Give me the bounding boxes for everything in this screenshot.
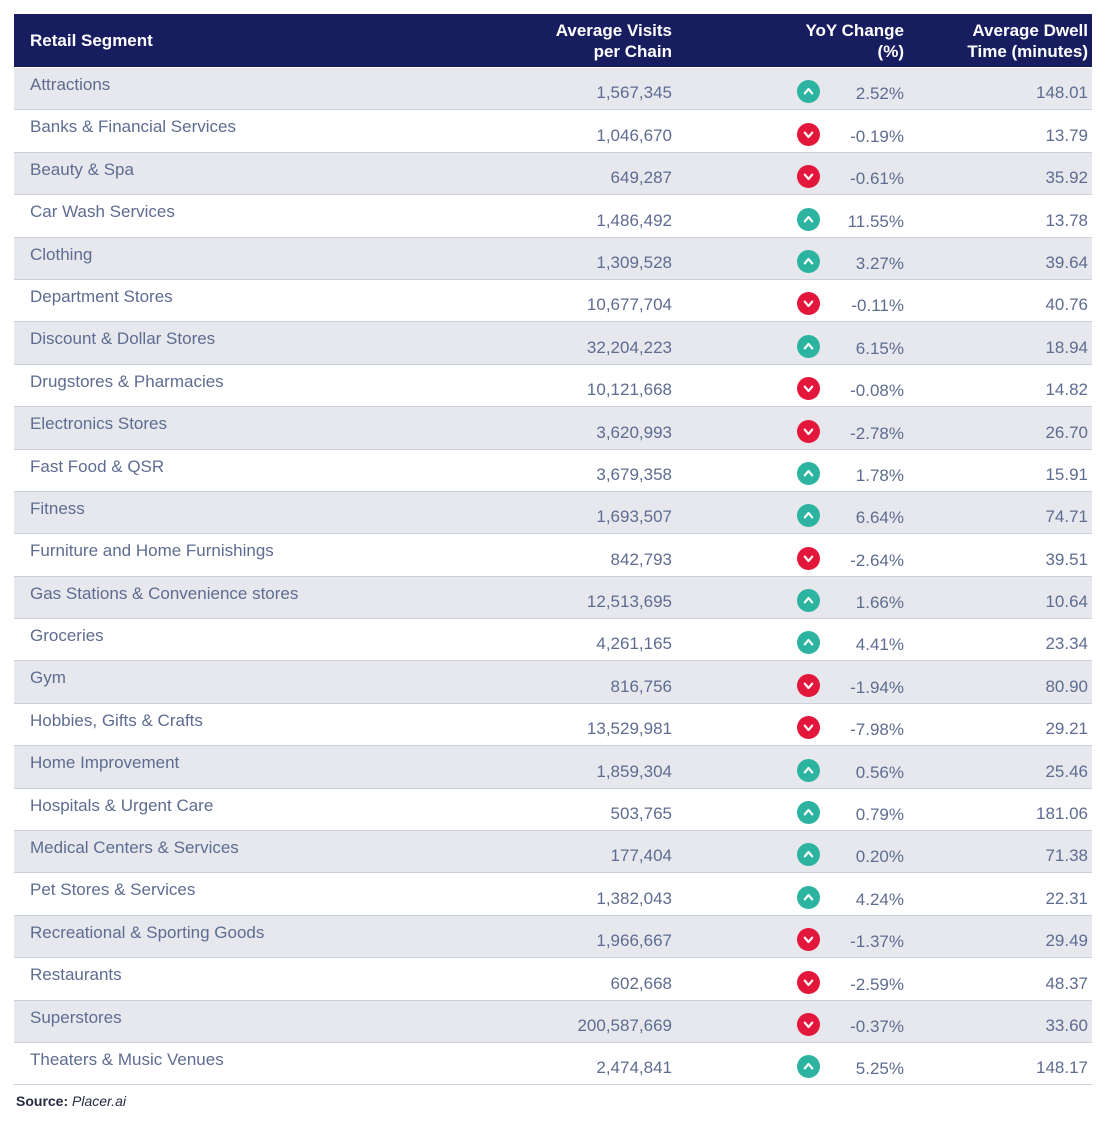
segment-name: Discount & Dollar Stores (30, 329, 216, 349)
yoy-value: 1.66% (855, 593, 904, 613)
visits-value: 1,567,345 (596, 83, 672, 103)
yoy-cell (674, 831, 904, 872)
table-row (14, 831, 1092, 873)
dwell-time-value: 29.49 (1045, 931, 1088, 951)
yoy-value: -0.37% (850, 1016, 904, 1036)
table-row (14, 704, 1092, 746)
chevron-down-circle-icon (797, 1013, 820, 1036)
visits-value: 177,404 (610, 846, 672, 866)
chevron-up-circle-icon (797, 80, 820, 103)
chevron-up-circle-icon (797, 886, 820, 909)
dwell-time-value: 15.91 (1045, 464, 1088, 484)
table-row (14, 1043, 1092, 1085)
table-row (14, 407, 1092, 449)
chevron-up-circle-icon (797, 801, 820, 824)
table-row (14, 916, 1092, 958)
dwell-time-value: 23.34 (1045, 634, 1088, 654)
segment-name: Groceries (30, 626, 104, 646)
table-row (14, 238, 1092, 280)
table-row (14, 789, 1092, 831)
yoy-cell (674, 110, 904, 151)
table-row (14, 661, 1092, 703)
chevron-up-circle-icon (797, 631, 820, 654)
dwell-time-value: 39.51 (1045, 549, 1088, 569)
column-header-label: (%) (877, 41, 904, 61)
visits-value: 602,668 (610, 973, 672, 993)
visits-value: 32,204,223 (586, 337, 672, 357)
visits-value: 200,587,669 (577, 1015, 672, 1035)
segment-name: Home Improvement (30, 753, 180, 773)
segment-name: Attractions (30, 75, 111, 94)
column-header-label: per Chain (593, 41, 672, 61)
visits-value: 1,309,528 (596, 252, 672, 272)
chevron-down-circle-icon (797, 547, 820, 570)
yoy-cell (674, 153, 904, 194)
column-header-label: Average Visits (555, 20, 672, 40)
chevron-up-circle-icon (797, 250, 820, 273)
table-row (14, 873, 1092, 915)
segment-name: Electronics Stores (30, 414, 167, 434)
yoy-value: 0.56% (855, 762, 904, 782)
yoy-value: -0.11% (851, 296, 904, 316)
chevron-down-circle-icon (797, 377, 820, 400)
source-label: Source: (16, 1093, 69, 1110)
segment-name: Theaters & Music Venues (30, 1049, 224, 1069)
chevron-down-circle-icon (797, 420, 820, 443)
chevron-down-circle-icon (797, 165, 820, 188)
yoy-value: -2.64% (850, 550, 904, 570)
yoy-value: 6.64% (855, 508, 904, 528)
yoy-value: 1.78% (855, 465, 904, 485)
segment-name: Recreational & Sporting Goods (30, 922, 265, 942)
visits-value: 1,693,507 (596, 507, 672, 527)
table-row (14, 153, 1092, 195)
segment-name: Gym (30, 668, 66, 688)
yoy-value: 2.52% (855, 84, 904, 104)
yoy-value: 4.41% (855, 635, 904, 655)
yoy-value: -0.61% (850, 169, 904, 189)
yoy-cell (674, 1043, 904, 1084)
segment-name: Hobbies, Gifts & Crafts (30, 710, 203, 730)
yoy-cell (674, 450, 904, 491)
visits-value: 1,859,304 (596, 761, 672, 781)
segment-name: Car Wash Services (30, 202, 175, 222)
yoy-value: -2.59% (850, 974, 904, 994)
column-header-label: Retail Segment (30, 31, 153, 50)
yoy-cell (674, 195, 904, 236)
yoy-cell (674, 661, 904, 702)
visits-value: 13,529,981 (586, 719, 672, 739)
table-row (14, 746, 1092, 788)
chevron-down-circle-icon (797, 123, 820, 146)
yoy-cell (674, 238, 904, 279)
dwell-time-value: 39.64 (1045, 252, 1088, 272)
yoy-cell (674, 789, 904, 830)
segment-name: Furniture and Home Furnishings (30, 541, 274, 561)
dwell-time-value: 26.70 (1045, 422, 1088, 442)
table-row (14, 322, 1092, 364)
dwell-time-value: 80.90 (1045, 676, 1088, 696)
yoy-cell (674, 916, 904, 957)
table-row (14, 577, 1092, 619)
yoy-cell (674, 873, 904, 914)
dwell-time-value: 71.38 (1045, 846, 1088, 866)
dwell-time-value: 33.60 (1045, 1015, 1088, 1035)
column-header-label: Average Dwell (972, 20, 1088, 40)
column-header-average-dwell-time (904, 20, 1092, 62)
segment-name: Gas Stations & Convenience stores (30, 583, 299, 603)
visits-value: 10,121,668 (586, 380, 672, 400)
dwell-time-value: 181.06 (1036, 804, 1088, 824)
retail-segments-table (14, 14, 1092, 1085)
table-row (14, 195, 1092, 237)
dwell-time-value: 40.76 (1045, 295, 1088, 315)
yoy-value: -0.19% (850, 126, 904, 146)
visits-value: 3,679,358 (596, 464, 672, 484)
dwell-time-value: 13.78 (1045, 210, 1088, 230)
visits-value: 1,046,670 (596, 125, 672, 145)
visits-value: 10,677,704 (586, 295, 672, 315)
source-value: Placer.ai (72, 1093, 126, 1110)
dwell-time-value: 35.92 (1045, 168, 1088, 188)
segment-name: Clothing (30, 244, 93, 264)
dwell-time-value: 18.94 (1045, 337, 1088, 357)
visits-value: 1,486,492 (596, 210, 672, 230)
table-row (14, 534, 1092, 576)
chevron-up-circle-icon (797, 759, 820, 782)
dwell-time-value: 148.01 (1036, 83, 1088, 103)
segment-name: Superstores (30, 1007, 122, 1027)
table-header-row (14, 14, 1092, 68)
chevron-up-circle-icon (797, 589, 820, 612)
yoy-value: -7.98% (850, 720, 904, 740)
dwell-time-value: 48.37 (1045, 973, 1088, 993)
chevron-down-circle-icon (797, 292, 820, 315)
chevron-up-circle-icon (797, 335, 820, 358)
table-row (14, 280, 1092, 322)
column-header-average-visits (454, 20, 674, 62)
yoy-value: -1.94% (850, 677, 904, 697)
segment-name: Banks & Financial Services (30, 117, 236, 137)
chevron-up-circle-icon (797, 504, 820, 527)
segment-name: Hospitals & Urgent Care (30, 795, 214, 815)
dwell-time-value: 14.82 (1045, 380, 1088, 400)
segment-name: Fitness (30, 498, 85, 518)
yoy-value: -1.37% (850, 932, 904, 952)
table-row (14, 450, 1092, 492)
chevron-down-circle-icon (797, 971, 820, 994)
yoy-cell (674, 746, 904, 787)
segment-name: Drugstores & Pharmacies (30, 371, 224, 391)
yoy-value: 3.27% (855, 253, 904, 273)
segment-name: Pet Stores & Services (30, 880, 196, 900)
yoy-value: 6.15% (855, 338, 904, 358)
chevron-down-circle-icon (797, 928, 820, 951)
column-header-label: Time (minutes) (967, 41, 1088, 61)
yoy-value: 5.25% (855, 1059, 904, 1079)
visits-value: 1,382,043 (596, 888, 672, 908)
table-row (14, 1001, 1092, 1043)
column-header-label: YoY Change (805, 20, 904, 40)
chevron-down-circle-icon (797, 674, 820, 697)
table-row (14, 958, 1092, 1000)
yoy-cell (674, 280, 904, 321)
yoy-value: 0.20% (855, 847, 904, 867)
dwell-time-value: 74.71 (1045, 507, 1088, 527)
table-row (14, 365, 1092, 407)
visits-value: 649,287 (610, 168, 672, 188)
yoy-cell (674, 619, 904, 660)
column-header-retail-segment (14, 30, 454, 51)
yoy-cell (674, 68, 904, 109)
column-header-yoy-change (674, 20, 904, 62)
dwell-time-value: 25.46 (1045, 761, 1088, 781)
visits-value: 2,474,841 (596, 1058, 672, 1078)
chevron-down-circle-icon (797, 716, 820, 739)
dwell-time-value: 13.79 (1045, 125, 1088, 145)
yoy-cell (674, 534, 904, 575)
chevron-up-circle-icon (797, 843, 820, 866)
dwell-time-value: 148.17 (1036, 1058, 1088, 1078)
visits-value: 3,620,993 (596, 422, 672, 442)
dwell-time-value: 29.21 (1045, 719, 1088, 739)
yoy-value: 0.79% (855, 805, 904, 825)
segment-name: Restaurants (30, 965, 122, 985)
segment-name: Fast Food & QSR (30, 456, 165, 476)
table-row (14, 619, 1092, 661)
yoy-value: 11.55% (847, 211, 904, 231)
yoy-value: 4.24% (855, 889, 904, 909)
table-body (14, 68, 1092, 1085)
visits-value: 12,513,695 (586, 592, 672, 612)
yoy-cell (674, 407, 904, 448)
yoy-value: -0.08% (850, 381, 904, 401)
table-row (14, 110, 1092, 152)
dwell-time-value: 22.31 (1045, 888, 1088, 908)
yoy-cell (674, 958, 904, 999)
table-row (14, 492, 1092, 534)
table-row (14, 68, 1092, 110)
yoy-cell (674, 704, 904, 745)
visits-value: 4,261,165 (596, 634, 672, 654)
segment-name: Beauty & Spa (30, 159, 134, 179)
visits-value: 1,966,667 (596, 931, 672, 951)
yoy-cell (674, 1001, 904, 1042)
chevron-up-circle-icon (797, 208, 820, 231)
yoy-cell (674, 365, 904, 406)
source-note (14, 1093, 1092, 1109)
chevron-up-circle-icon (797, 462, 820, 485)
yoy-cell (674, 577, 904, 618)
dwell-time-value: 10.64 (1045, 592, 1088, 612)
visits-value: 503,765 (610, 804, 672, 824)
segment-name: Department Stores (30, 286, 173, 306)
yoy-cell (674, 492, 904, 533)
yoy-value: -2.78% (850, 423, 904, 443)
chevron-up-circle-icon (797, 1055, 820, 1078)
visits-value: 842,793 (610, 549, 672, 569)
yoy-cell (674, 322, 904, 363)
segment-name: Medical Centers & Services (30, 838, 239, 858)
visits-value: 816,756 (610, 676, 672, 696)
